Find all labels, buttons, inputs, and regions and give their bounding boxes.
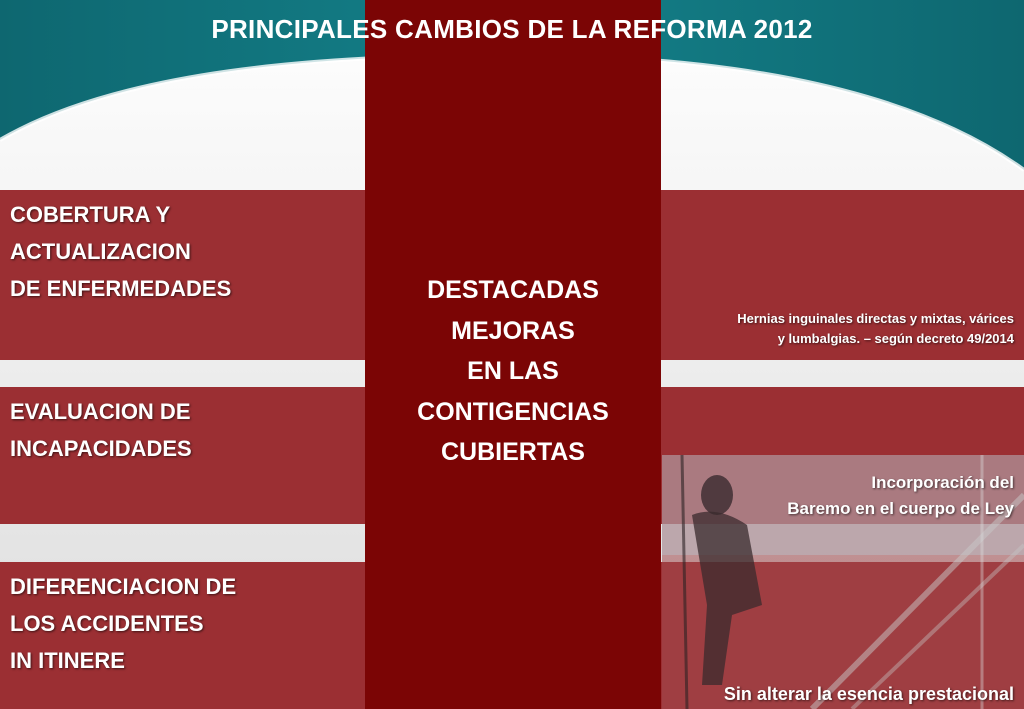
right-item-hernias [737,309,1014,349]
left-item-line: IN ITINERE [10,648,125,673]
left-item-evaluacion [10,393,192,467]
center-line: CUBIERTAS [441,438,585,466]
left-item-diferenciacion [10,568,236,679]
center-line: DESTACADAS [427,276,599,304]
right-item-line: Baremo en el cuerpo de Ley [787,499,1014,518]
left-item-line: EVALUACION DE [10,399,191,424]
right-item-line: Hernias inguinales directas y mixtas, várices [737,311,1014,326]
center-line: EN LAS [467,357,559,385]
left-item-line: DIFERENCIACION DE [10,574,237,599]
center-line: MEJORAS [451,316,575,345]
left-item-line: INCAPACIDADES [10,436,192,461]
left-item-line: LOS ACCIDENTES [10,611,204,636]
page-title: PRINCIPALES CAMBIOS DE LA REFORMA 2012 [211,14,813,44]
left-item-cobertura [10,196,231,307]
right-item-line: y lumbalgias. – según decreto 49/2014 [777,331,1014,346]
right-item-line: Incorporación del [871,473,1014,492]
left-item-line: COBERTURA Y [10,202,171,227]
right-item-esencia [724,682,1014,706]
right-item-line: Sin alterar la esencia prestacional [723,684,1014,704]
left-item-line: DE ENFERMEDADES [10,276,232,301]
center-heading [365,270,661,473]
right-item-baremo [787,470,1014,522]
left-item-line: ACTUALIZACION [10,239,191,264]
center-line: CONTIGENCIAS [417,397,609,426]
